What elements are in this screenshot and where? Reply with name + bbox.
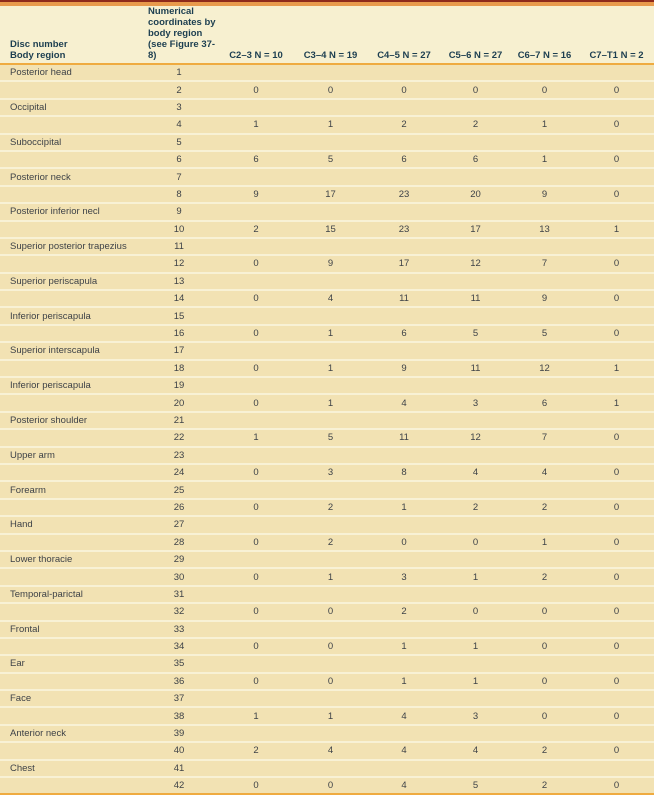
disc-number-cell: 25 [173,484,185,496]
value-cell: 0 [327,84,334,96]
disc-number-cell: 29 [173,554,185,566]
disc-number-cell: 40 [173,745,185,757]
value-cell: 0 [472,536,479,548]
value-cell: 1 [327,571,334,583]
value-cell: 0 [253,536,259,548]
table-row [0,708,654,725]
value-cell: 0 [327,780,334,792]
table-row [0,308,654,325]
body-region-cell: Chest [10,762,35,774]
value-cell: 7 [541,258,548,270]
body-region-cell: Lower thoracie [10,554,73,566]
value-cell: 1 [327,328,334,340]
value-cell: 2 [472,119,479,131]
value-cell: 0 [253,293,259,305]
table-row [0,552,654,569]
value-cell: 17 [398,258,410,270]
value-cell: 0 [327,606,334,618]
table-row [0,378,654,395]
value-cell: 12 [539,362,550,374]
header-disc-body-region [0,39,140,61]
value-cell: 1 [541,154,548,166]
table-row [0,187,654,204]
value-cell: 2 [541,571,548,583]
table-row [0,587,654,604]
disc-number-cell: 27 [173,519,185,531]
value-cell: 3 [327,467,334,479]
value-cell: 0 [613,293,620,305]
table-row [0,361,654,378]
disc-number-cell: 18 [173,362,185,374]
table-row [0,65,654,82]
table-row [0,239,654,256]
disc-number-cell: 38 [173,710,185,722]
disc-number-cell: 15 [173,310,185,322]
value-cell: 5 [541,328,548,340]
disc-number-cell: 34 [173,641,185,653]
disc-number-cell: 31 [173,588,185,600]
value-cell: 2 [253,745,259,757]
value-cell: 5 [327,154,334,166]
value-cell: 0 [253,780,259,792]
value-cell: 2 [253,223,259,235]
value-cell: 0 [472,606,479,618]
disc-number-cell: 20 [173,397,185,409]
table-row [0,100,654,117]
header-body-region-label: Body region [10,50,66,61]
disc-number-cell: 2 [176,84,182,96]
value-cell: 0 [253,84,259,96]
value-cell: 1 [472,641,479,653]
table-row [0,291,654,308]
table-row [0,535,654,552]
disc-number-cell: 30 [173,571,185,583]
value-cell: 4 [327,293,334,305]
disc-number-cell: 1 [176,67,182,79]
table-row [0,448,654,465]
body-region-cell: Superior periscapula [10,275,98,287]
value-cell: 0 [253,467,259,479]
table-row [0,569,654,586]
disc-number-cell: 23 [173,449,185,461]
value-cell: 6 [401,154,407,166]
value-cell: 11 [470,362,481,374]
disc-number-cell: 42 [173,780,185,792]
body-region-cell: Face [10,693,32,705]
value-cell: 0 [613,571,620,583]
disc-number-cell: 33 [173,623,185,635]
value-cell: 0 [541,675,548,687]
disc-number-cell: 16 [173,328,185,340]
header-col-c6-7: C6–7 N = 16 [517,50,572,61]
table-row [0,430,654,447]
table-row [0,135,654,152]
disc-number-cell: 11 [174,241,184,253]
value-cell: 9 [401,362,407,374]
value-cell: 9 [253,188,259,200]
table-row [0,761,654,778]
value-cell: 12 [470,432,481,444]
disc-number-cell: 26 [173,501,185,513]
value-cell: 17 [470,223,481,235]
value-cell: 6 [472,154,479,166]
value-cell: 0 [253,675,259,687]
body-region-cell: Upper arm [10,449,55,461]
body-region-cell: Superior posterior trapezius [10,241,127,253]
value-cell: 1 [472,675,479,687]
value-cell: 20 [470,188,481,200]
value-cell: 0 [401,536,407,548]
value-cell: 1 [613,362,620,374]
value-cell: 2 [541,745,548,757]
value-cell: 17 [325,188,336,200]
header-col-c5-6: C5–6 N = 27 [448,50,503,61]
value-cell: 1 [401,501,407,513]
disc-number-cell: 21 [173,415,185,426]
value-cell: 4 [401,397,407,409]
table-row [0,326,654,343]
table-row [0,674,654,691]
body-region-cell: Forearm [10,484,46,496]
value-cell: 0 [541,710,548,722]
disc-number-cell: 5 [176,136,182,148]
table-row [0,604,654,621]
value-cell: 5 [327,432,334,444]
value-cell: 1 [541,119,548,131]
table-row [0,82,654,99]
body-region-cell: Inferior periscapula [10,310,91,322]
value-cell: 0 [613,119,620,131]
value-cell: 4 [327,745,334,757]
value-cell: 0 [613,710,620,722]
value-cell: 0 [541,606,548,618]
value-cell: 0 [253,571,259,583]
body-region-cell: Superior interscapula [10,345,100,357]
value-cell: 6 [253,154,259,166]
disc-number-cell: 32 [173,606,185,618]
value-cell: 6 [541,397,548,409]
table-row [0,169,654,186]
value-cell: 1 [327,397,334,409]
table-row [0,656,654,673]
header-col-c3-4: C3–4 N = 19 [303,50,358,61]
body-region-cell: Anterior neck [10,728,66,740]
disc-number-cell: 41 [173,762,185,774]
value-cell: 0 [472,84,479,96]
disc-number-cell: 39 [173,728,185,740]
body-region-cell: Posterior head [10,67,72,79]
value-cell: 2 [541,780,548,792]
value-cell: 0 [613,154,620,166]
value-cell: 4 [401,780,407,792]
value-cell: 4 [401,710,407,722]
value-cell: 0 [253,641,259,653]
value-cell: 23 [398,188,410,200]
value-cell: 9 [541,293,548,305]
value-cell: 0 [253,397,259,409]
value-cell: 2 [327,536,334,548]
disc-number-cell: 7 [176,171,182,183]
value-cell: 0 [613,641,620,653]
value-cell: 2 [327,501,334,513]
value-cell: 1 [327,119,334,131]
value-cell: 4 [472,467,479,479]
disc-number-cell: 24 [173,467,185,479]
header-col-c2-3: C2–3 N = 10 [229,50,283,61]
header-disc-number-label: Disc number [10,39,68,50]
value-cell: 0 [253,606,259,618]
table-row [0,482,654,499]
value-cell: 0 [541,641,548,653]
value-cell: 0 [253,328,259,340]
body-region-cell: Temporal-parictal [10,588,83,600]
value-cell: 0 [613,432,620,444]
header-numerical-coordinates: Numerical coordinates by body region (see Figure 37-8) [148,6,216,61]
body-region-cell: Posterior shoulder [10,415,88,426]
value-cell: 0 [253,501,259,513]
table-row [0,639,654,656]
value-cell: 1 [253,432,259,444]
disc-number-cell: 12 [173,258,185,270]
value-cell: 0 [327,675,334,687]
body-region-cell: Suboccipital [10,136,62,148]
table-header-row [0,6,654,63]
value-cell: 0 [613,501,620,513]
value-cell: 1 [327,362,334,374]
value-cell: 7 [541,432,548,444]
disc-number-cell: 35 [173,658,185,670]
body-region-cell: Occipital [10,101,47,113]
value-cell: 1 [327,710,334,722]
table-row [0,152,654,169]
disc-number-cell: 6 [176,154,182,166]
value-cell: 0 [613,745,620,757]
value-cell: 1 [401,641,407,653]
value-cell: 0 [613,258,620,270]
table-row [0,117,654,134]
disc-number-cell: 9 [176,206,182,218]
value-cell: 3 [401,571,407,583]
header-col-c4-5: C4–5 N = 27 [377,50,431,61]
table-row [0,500,654,517]
disc-number-cell: 17 [173,345,185,357]
table-row [0,204,654,221]
value-cell: 0 [253,362,259,374]
value-cell: 0 [613,188,620,200]
body-region-cell: Hand [10,519,33,531]
value-cell: 6 [401,328,407,340]
value-cell: 13 [539,223,550,235]
value-cell: 9 [327,258,334,270]
value-cell: 0 [327,641,334,653]
disc-number-cell: 8 [176,188,182,200]
table-row [0,274,654,291]
body-region-cell: Frontal [10,623,40,635]
body-region-cell: Posterior neck [10,171,71,183]
disc-number-cell: 37 [173,693,185,705]
value-cell: 12 [470,258,481,270]
value-cell: 0 [613,780,620,792]
table-row [0,256,654,273]
disc-number-cell: 10 [173,223,185,235]
table-bottom-rule [0,793,654,795]
disc-number-cell: 13 [173,275,185,287]
value-cell: 2 [472,501,479,513]
value-cell: 4 [472,745,479,757]
value-cell: 8 [401,467,407,479]
value-cell: 0 [613,328,620,340]
disc-number-cell: 3 [176,101,182,113]
value-cell: 9 [541,188,548,200]
table-row [0,778,654,793]
value-cell: 15 [325,223,336,235]
value-cell: 1 [253,710,259,722]
value-cell: 2 [541,501,548,513]
disc-number-cell: 28 [173,536,185,548]
body-region-cell: Ear [10,658,25,670]
value-cell: 2 [401,119,407,131]
table-row [0,743,654,760]
value-cell: 0 [613,536,620,548]
value-cell: 4 [401,745,407,757]
value-cell: 4 [541,467,548,479]
table-row [0,343,654,360]
value-cell: 11 [399,293,409,305]
table-row [0,622,654,639]
disc-number-cell: 14 [173,293,185,305]
value-cell: 3 [472,397,479,409]
value-cell: 0 [613,467,620,479]
value-cell: 0 [541,84,548,96]
disc-number-cell: 4 [176,119,182,131]
table-body [0,65,654,793]
value-cell: 1 [253,119,259,131]
disc-number-cell: 19 [173,380,185,392]
value-cell: 3 [472,710,479,722]
value-cell: 0 [613,675,620,687]
table-row [0,413,654,430]
value-cell: 1 [472,571,479,583]
value-cell: 0 [401,84,407,96]
table-row [0,222,654,239]
table-row [0,517,654,534]
value-cell: 11 [470,293,481,305]
disc-number-cell: 36 [173,675,185,687]
value-cell: 23 [398,223,410,235]
value-cell: 2 [401,606,407,618]
body-region-cell: Inferior periscapula [10,380,91,392]
value-cell: 1 [613,397,620,409]
value-cell: 0 [253,258,259,270]
value-cell: 5 [472,328,479,340]
value-cell: 11 [399,432,409,444]
value-cell: 0 [613,606,620,618]
value-cell: 5 [472,780,479,792]
value-cell: 1 [401,675,407,687]
value-cell: 1 [613,223,620,235]
header-col-c7-t1: C7–T1 N = 2 [589,50,644,61]
table-row [0,465,654,482]
value-cell: 1 [541,536,548,548]
table-row [0,395,654,412]
table-row [0,691,654,708]
disc-number-cell: 22 [173,432,185,444]
value-cell: 0 [613,84,620,96]
body-region-cell: Posterior inferior necl [10,206,100,218]
table-row [0,726,654,743]
